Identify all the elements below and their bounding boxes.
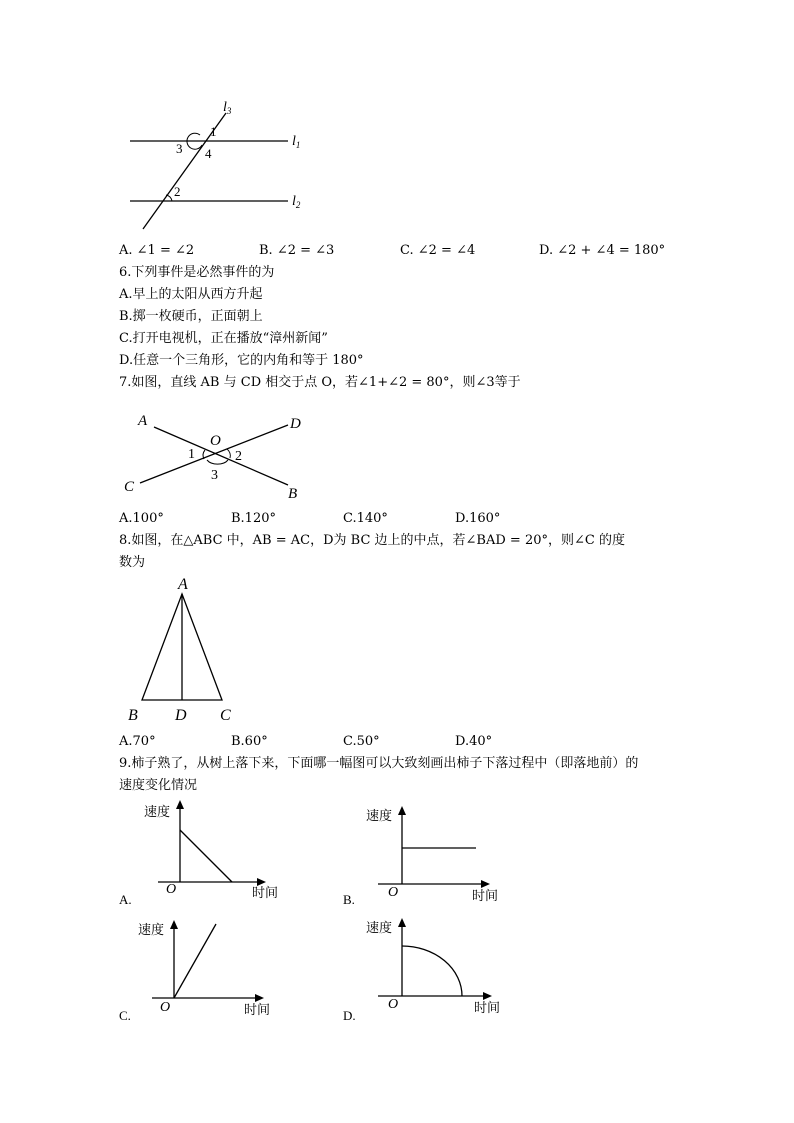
point-c: C <box>124 479 135 495</box>
q7-option-d: D.160° <box>455 511 501 526</box>
origin-label: O <box>160 1000 171 1015</box>
q7-option-b: B.120° <box>231 511 276 526</box>
vertex-c: C <box>220 707 231 724</box>
angle-label-1: 1 <box>188 447 195 462</box>
q6-stem: 6.下列事件是必然事件的为 <box>119 265 275 280</box>
q7-option-a: A.100° <box>119 511 164 526</box>
q7-figure <box>118 405 318 505</box>
graph-label: D. <box>343 1008 356 1023</box>
q7-stem: 7.如图，直线 AB 与 CD 相交于点 O，若∠1+∠2 = 80°，则∠3等于 <box>119 375 521 390</box>
point-b: B <box>288 486 298 502</box>
q9-graph-b <box>342 800 522 910</box>
angle-label-2: 2 <box>235 449 242 464</box>
curve-decreasing <box>180 830 232 882</box>
y-axis-arrow <box>398 918 406 927</box>
graph-label: B. <box>343 892 355 907</box>
x-axis-arrow <box>255 994 264 1002</box>
graph-label: C. <box>119 1008 131 1023</box>
y-axis-arrow <box>176 800 184 809</box>
angle-label-4: 4 <box>205 146 212 161</box>
q9-graph-c <box>118 912 298 1024</box>
q8-option-c: C.50° <box>343 734 380 749</box>
q8-figure <box>120 572 250 727</box>
q5-option-a: A. ∠1 = ∠2 <box>119 243 195 258</box>
label-l2: $l_2$ <box>292 194 301 210</box>
y-axis-label: 速度 <box>366 808 393 823</box>
x-axis-arrow <box>481 880 490 888</box>
y-axis-label: 速度 <box>366 920 393 935</box>
y-axis-arrow <box>398 806 406 815</box>
q8-stem-line2: 数为 <box>119 555 146 570</box>
q6-option-a: A.早上的太阳从西方升起 <box>119 287 263 302</box>
q9-graph-a <box>118 800 298 910</box>
graph-label: A. <box>119 892 132 907</box>
point-a: A <box>138 413 148 429</box>
q8-stem-line1: 8.如图，在△ABC 中，AB = AC，D为 BC 边上的中点，若∠BAD = 20°，则∠C 的度 <box>119 533 625 548</box>
angle-label-2: 2 <box>174 184 181 199</box>
q8-option-b: B.60° <box>231 734 268 749</box>
angle-arc-3 <box>207 460 228 464</box>
angle-label-1: 1 <box>210 124 217 139</box>
y-axis-label: 速度 <box>138 922 165 937</box>
vertex-d: D <box>175 707 187 724</box>
origin-label: O <box>388 997 399 1012</box>
angle-label-3: 3 <box>176 141 183 156</box>
x-axis-label: 时间 <box>472 888 499 903</box>
point-o: O <box>210 433 221 449</box>
q9-graph-d <box>342 912 522 1024</box>
point-d: D <box>290 416 301 432</box>
q6-option-d: D.任意一个三角形，它的内角和等于 180° <box>119 353 364 368</box>
q9-stem-line1: 9.柿子熟了，从树上落下来，下面哪一幅图可以大致刻画出柿子下落过程中（即落地前）的 <box>119 756 639 771</box>
q6-option-b: B.掷一枚硬币，正面朝上 <box>119 309 263 324</box>
line-ab <box>154 427 288 485</box>
q5-option-b: B. ∠2 = ∠3 <box>259 243 335 258</box>
curve-increasing <box>174 924 216 998</box>
q5-option-d: D. ∠2 + ∠4 = 180° <box>539 243 666 258</box>
curve-quarter-circle <box>402 946 462 996</box>
q9-stem-line2: 速度变化情况 <box>119 778 198 793</box>
label-l1: $l_1$ <box>292 134 301 150</box>
y-axis-label: 速度 <box>144 804 171 819</box>
y-axis-arrow <box>170 920 178 929</box>
angle-label-3: 3 <box>211 468 218 483</box>
angle-arc-2 <box>227 449 230 458</box>
q7-option-c: C.140° <box>343 511 388 526</box>
x-axis-label: 时间 <box>474 1000 501 1015</box>
q6-option-c: C.打开电视机，正在播放“漳州新闻” <box>119 331 328 346</box>
origin-label: O <box>388 885 399 900</box>
x-axis-label: 时间 <box>244 1002 271 1017</box>
x-axis-label: 时间 <box>252 885 279 900</box>
vertex-a: A <box>178 576 188 593</box>
q8-option-d: D.40° <box>455 734 493 749</box>
x-axis-arrow <box>483 992 492 1000</box>
origin-label: O <box>166 882 177 897</box>
q5-option-c: C. ∠2 = ∠4 <box>400 243 476 258</box>
q8-option-a: A.70° <box>119 734 156 749</box>
q5-figure <box>118 95 318 235</box>
vertex-b: B <box>128 707 138 724</box>
label-l3: $l_3$ <box>223 100 232 116</box>
